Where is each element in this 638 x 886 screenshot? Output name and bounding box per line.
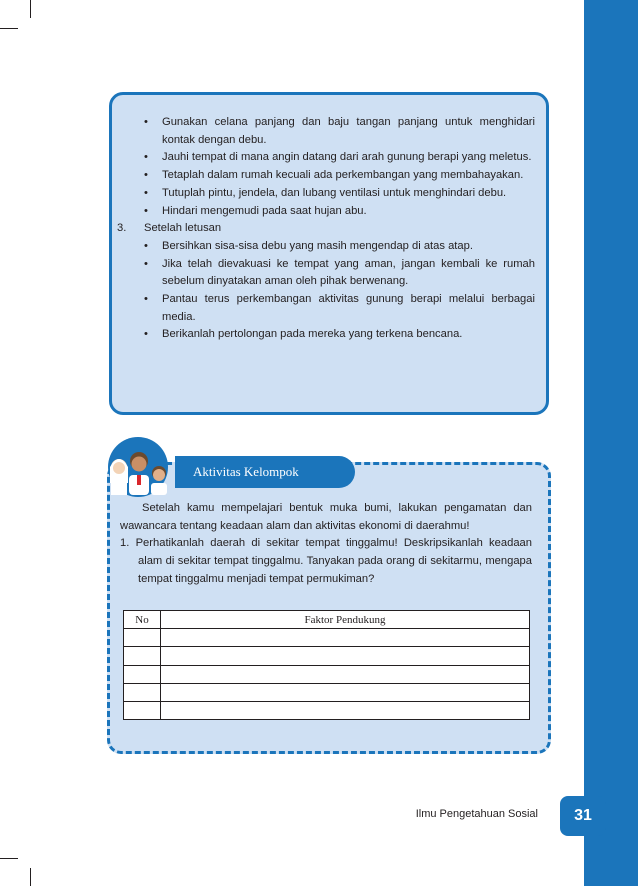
bullet-item: [117, 326, 535, 344]
cell-faktor[interactable]: [161, 665, 530, 683]
table-row: [124, 665, 530, 683]
bullet-item: [117, 149, 535, 167]
cell-faktor[interactable]: [161, 629, 530, 647]
bullet-dot: •: [144, 257, 148, 270]
cell-no[interactable]: [124, 647, 161, 665]
bullet-text: Pantau terus perkembangan aktivitas gunung berapi melalui berbagai media.: [162, 293, 535, 323]
info-box-content: [117, 114, 535, 344]
bullet-text: Hindari mengemudi pada saat hujan abu.: [162, 204, 367, 217]
bullet-dot: •: [144, 186, 148, 199]
bullet-text: Gunakan celana panjang dan baju tangan panjang untuk menghidari kontak dengan debu.: [162, 116, 535, 146]
numbered-item: [117, 220, 535, 238]
table-row: [124, 647, 530, 665]
numbered-text: Setelah letusan: [144, 222, 222, 235]
table-row: [124, 683, 530, 701]
page-side-bar: [584, 0, 638, 886]
bullet-dot: •: [144, 328, 148, 341]
footer-subject: Ilmu Pengetahuan Sosial: [415, 808, 538, 820]
cell-no[interactable]: [124, 683, 161, 701]
cell-no[interactable]: [124, 701, 161, 719]
cell-faktor[interactable]: [161, 647, 530, 665]
bullet-text: Jauhi tempat di mana angin datang dari arah gunung berapi yang meletus.: [162, 151, 532, 164]
cell-no[interactable]: [124, 629, 161, 647]
table-header-no: No: [124, 611, 161, 629]
students-group-icon: [105, 437, 171, 497]
bullet-item: [117, 185, 535, 203]
bullet-dot: •: [144, 239, 148, 252]
bullet-item: [117, 256, 535, 291]
bullet-dot: •: [144, 204, 148, 217]
table-row: [124, 701, 530, 719]
crop-mark: [0, 28, 18, 29]
bullet-dot: •: [144, 151, 148, 164]
activity-intro: Setelah kamu mempelajari bentuk muka bumi, lakukan pengamatan dan wawancara tentang keadaan alam dan aktivitas ekonomi di daerahmu!: [120, 502, 532, 532]
crop-mark: [30, 0, 31, 18]
faktor-table: [123, 610, 530, 720]
cell-no[interactable]: [124, 665, 161, 683]
bullet-text: Tetaplah dalam rumah kecuali ada perkembangan yang membahayakan.: [162, 169, 524, 182]
bullet-text: Jika telah dievakuasi ke tempat yang aman, jangan kembali ke rumah sebelum dinyatakan aman oleh pihak berwenang.: [162, 257, 535, 288]
activity-tab-label: Aktivitas Kelompok: [193, 464, 299, 479]
crop-mark: [30, 868, 31, 886]
bullet-text: Tutuplah pintu, jendela, dan lubang ventilasi untuk menghindari debu.: [162, 186, 507, 199]
page-number: 31: [560, 796, 606, 836]
bullet-item: [117, 238, 535, 256]
item-number: 3.: [117, 222, 127, 235]
bullet-dot: •: [144, 116, 148, 128]
bullet-text: Berikanlah pertolongan pada mereka yang terkena bencana.: [162, 328, 463, 341]
crop-mark: [0, 858, 18, 859]
bullet-dot: •: [144, 293, 148, 306]
activity-tab: [175, 456, 355, 488]
bullet-item: [117, 167, 535, 185]
bullet-item: [117, 114, 535, 149]
activity-task-1: 1. Perhatikanlah daerah di sekitar tempat tinggalmu! Deskripsikanlah keadaan alam di sekitar tempat tinggalmu. Tanyakan pada orang di sekitarmu, mengapa tempat tinggalmu menjadi tempat permukiman?: [120, 537, 532, 585]
cell-faktor[interactable]: [161, 701, 530, 719]
bullet-item: [117, 203, 535, 221]
cell-faktor[interactable]: [161, 683, 530, 701]
bullet-dot: •: [144, 169, 148, 182]
bullet-text: Bersihkan sisa-sisa debu yang masih mengendap di atas atap.: [162, 239, 473, 252]
bullet-item: [117, 291, 535, 326]
activity-content: [120, 500, 532, 589]
table-row: [124, 629, 530, 647]
table-header-faktor: Faktor Pendukung: [161, 611, 530, 629]
